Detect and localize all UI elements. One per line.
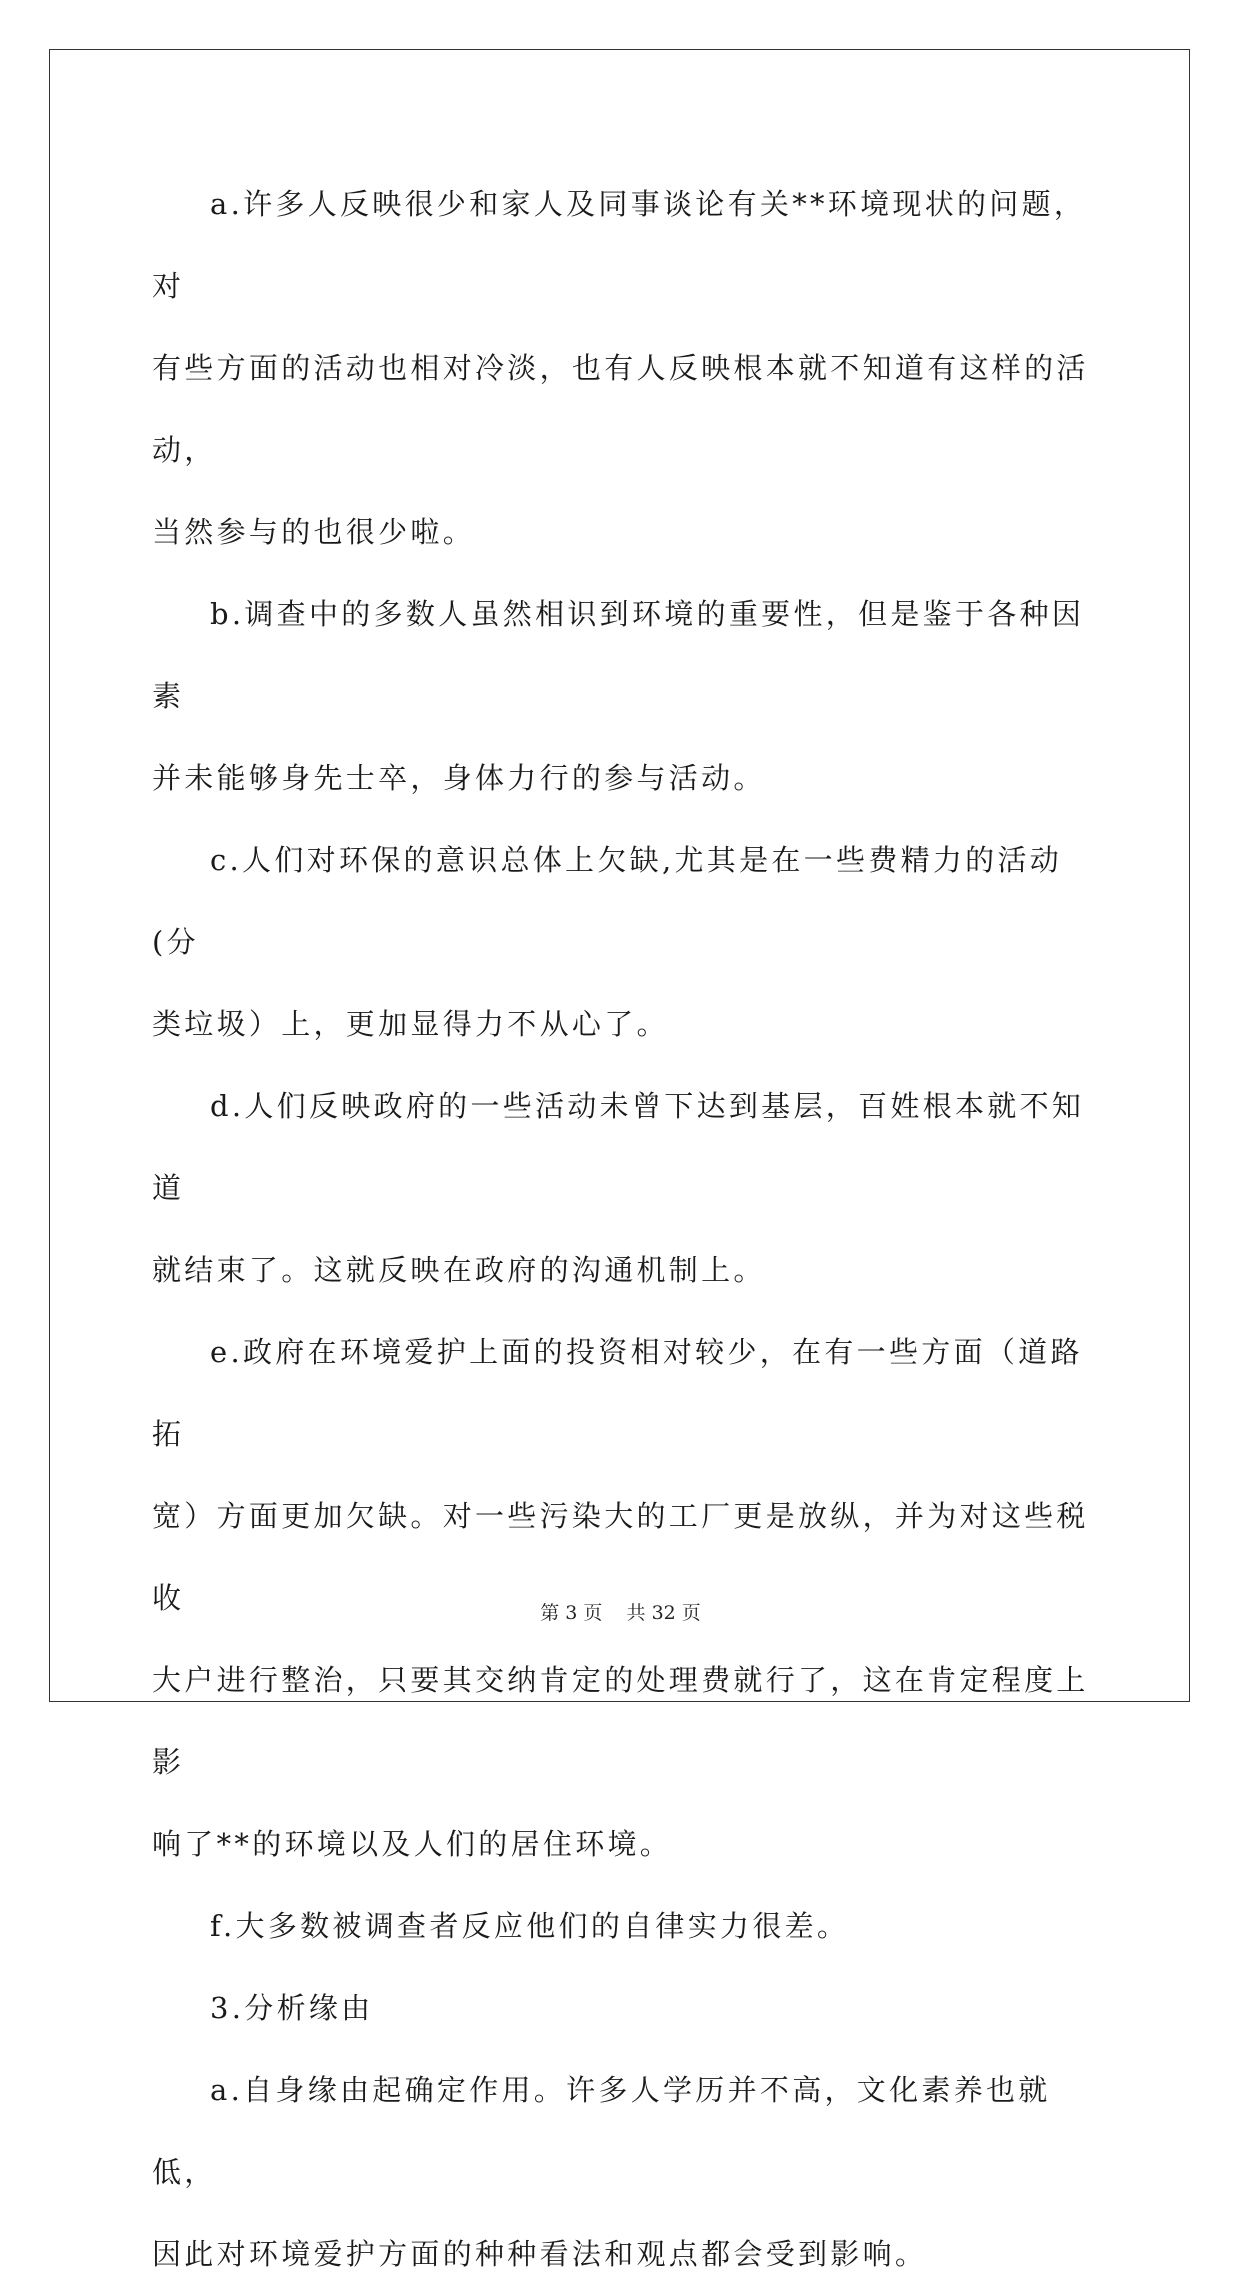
page-footer xyxy=(0,1598,1241,1625)
section-heading xyxy=(152,1967,1096,2049)
text-line: 就结束了。这就反映在政府的沟通机制上。 xyxy=(152,1253,766,1287)
page-number: 第 3 页 xyxy=(540,1602,603,1624)
text-line: a.许多人反映很少和家人及同事谈论有关**环境现状的问题，对 xyxy=(152,187,1087,303)
text-line: 因此对环境爱护方面的种种看法和观点都会受到影响。 xyxy=(152,2237,928,2271)
paragraph-b xyxy=(152,573,1096,819)
text-line: e.政府在环境爱护上面的投资相对较少，在有一些方面（道路拓 xyxy=(152,1335,1083,1451)
text-line: d.人们反映政府的一些活动未曾下达到基层，百姓根本就不知道 xyxy=(152,1089,1085,1205)
text-line: a.自身缘由起确定作用。许多人学历并不高，文化素养也就低， xyxy=(152,2073,1051,2189)
text-line: 并未能够身先士卒，身体力行的参与活动。 xyxy=(152,761,766,795)
text-line: f.大多数被调查者反应他们的自律实力很差。 xyxy=(210,1909,850,1943)
text-line: 大户进行整治，只要其交纳肯定的处理费就行了，这在肯定程度上影 xyxy=(152,1663,1089,1779)
text-line: 宽）方面更加欠缺。对一些污染大的工厂更是放纵，并为对这些税收 xyxy=(152,1499,1089,1615)
paragraph-a xyxy=(152,163,1096,573)
paragraph-g xyxy=(152,2049,1096,2295)
text-line: 当然参与的也很少啦。 xyxy=(152,515,476,549)
paragraph-f xyxy=(152,1885,1096,1967)
page-total: 共 32 页 xyxy=(626,1602,701,1624)
paragraph-c xyxy=(152,819,1096,1065)
document-body xyxy=(152,163,1096,2295)
text-line: 类垃圾）上，更加显得力不从心了。 xyxy=(152,1007,669,1041)
text-line: 有些方面的活动也相对冷淡，也有人反映根本就不知道有这样的活动， xyxy=(152,351,1089,467)
text-line: c.人们对环保的意识总体上欠缺,尤其是在一些费精力的活动(分 xyxy=(152,843,1063,959)
text-line: b.调查中的多数人虽然相识到环境的重要性，但是鉴于各种因素 xyxy=(152,597,1085,713)
paragraph-d xyxy=(152,1065,1096,1311)
text-line: 响了**的环境以及人们的居住环境。 xyxy=(152,1827,673,1861)
text-line: 3.分析缘由 xyxy=(210,1991,374,2025)
